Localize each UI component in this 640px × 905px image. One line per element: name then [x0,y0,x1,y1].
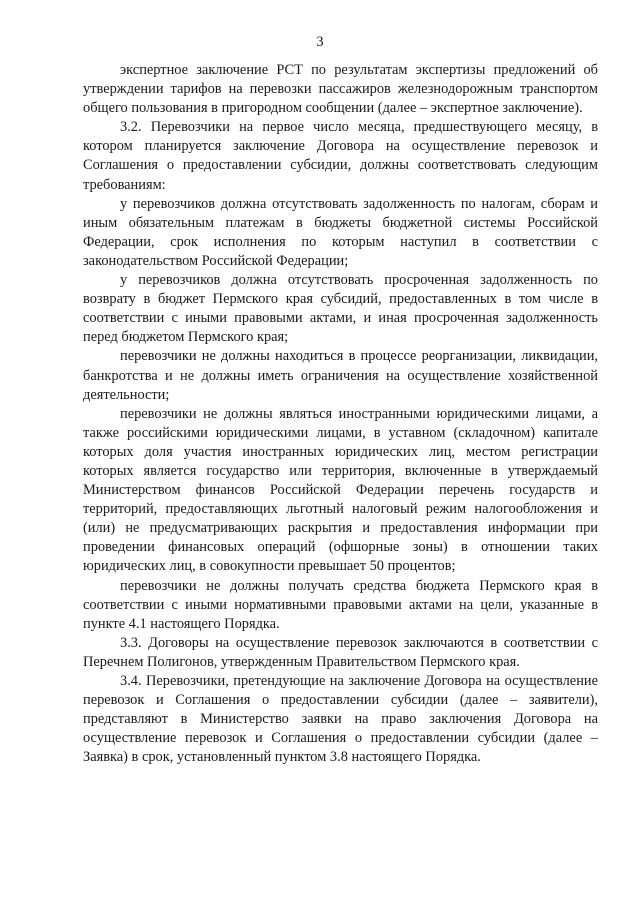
requirement-no-other-budget-funds: перевозчики не должны получать средства бюджета Пермского края в соответствии с иными нормативными правовыми актами на цели, указанные в пункте 4.1 настоящего Порядка. [83,577,598,632]
paragraph-3-3: 3.3. Договоры на осуществление перевозок заключаются в соответствии с Перечнем Полигонов, утвержденным Правительством Пермского края. [83,634,598,670]
document-body [83,61,598,767]
requirement-no-reorganization: перевозчики не должны находиться в процессе реорганизации, ликвидации, банкротства и не должны иметь ограничения на осуществление хозяйственной деятельности; [83,348,598,403]
requirement-no-overdue-debt: у перевозчиков должна отсутствовать просроченная задолженность по возврату в бюджет Пермского края субсидий, предоставленных в том числе в соответствии с иными правовыми актами, и иная просроченная задолженность перед бюджетом Пермского края; [83,272,598,346]
paragraph-3-4: 3.4. Перевозчики, претендующие на заключение Договора на осуществление перевозок и Соглашения о предоставлении субсидии (далее – заявители), представляют в Министерство заявки на право заключения Договора на осуществление перевозок и Соглашения о предоставлении субсидии (далее – Заявка) в срок, установленный пунктом 3.8 настоящего Порядка. [83,673,598,766]
paragraph-expert-conclusion: экспертное заключение РСТ по результатам экспертизы предложений об утверждении тарифов на перевозки пассажиров железнодорожным транспортом общего пользования в пригородном сообщении (далее – экспертное заключение). [83,62,598,117]
paragraph-3-2: 3.2. Перевозчики на первое число месяца, предшествующего месяцу, в котором планируется заключение Договора на осуществление перевозок и Соглашения о предоставлении субсидии, должны соответствовать следующим требованиям: [83,119,598,193]
requirement-not-foreign-entity: перевозчики не должны являться иностранными юридическими лицами, а также российскими юридическими лицами, в уставном (складочном) капитале которых доля участия иностранных юридических лиц, местом регистрации которых является государство или территория, включенные в утверждаемый Министерством финансов Российской Федерации перечень государств и территорий, предоставляющих льготный налоговый режим налогообложения и (или) не предусматривающих раскрытия и предоставления информации при проведении финансовых операций (офшорные зоны) в отношении таких юридических лиц, в совокупности превышает 50 процентов; [83,405,598,575]
requirement-no-tax-debt: у перевозчиков должна отсутствовать задолженность по налогам, сборам и иным обязательным платежам в бюджеты бюджетной системы Российской Федерации, срок исполнения по которым наступил в соответствии с законодательством Российской Федерации; [83,195,598,269]
page-number: 3 [316,34,324,50]
